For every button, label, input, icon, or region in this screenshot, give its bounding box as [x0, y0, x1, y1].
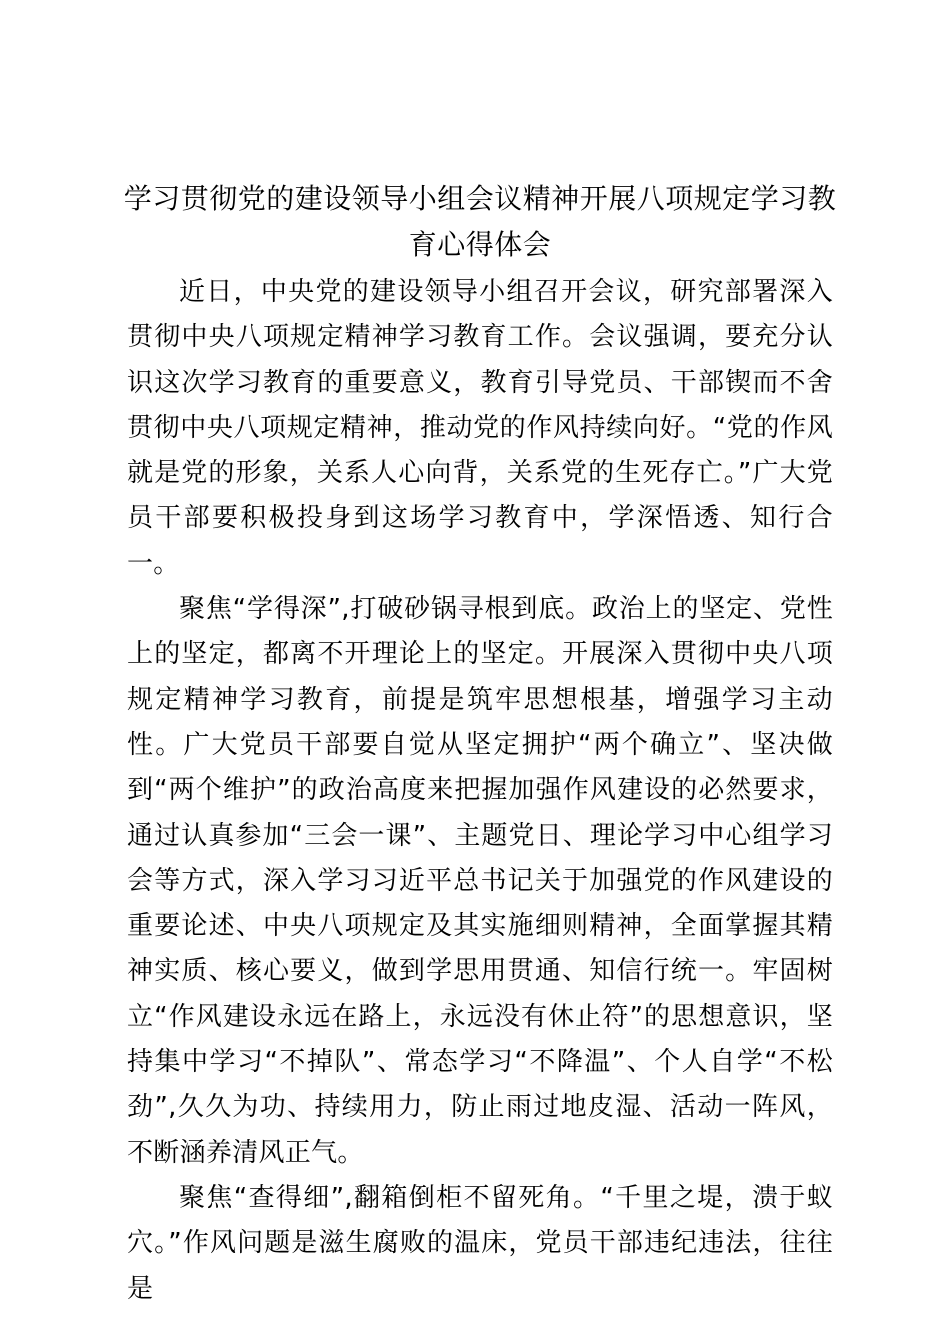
paragraph-study-deep: 聚焦“学得深”,打破砂锅寻根到底。政治上的坚定、党性上的坚定，都离不开理论上的坚定。开展深入贯彻中央八项规定精神学习教育，前提是筑牢思想根基，增强学习主动性。广大党员干部要自觉从坚定拥护“两个确立”、坚决做到“两个维护”的政治高度来把握加强作风建设的必然要求，通过认真参加“三会一课”、主题党日、理论学习中心组学习会等方式，深入学习习近平总书记关于加强党的作风建设的重要论述、中央八项规定及其实施细则精神，全面掌握其精神实质、核心要义，做到学思用贯通、知信行统一。牢固树立“作风建设永远在路上，永远没有休止符”的思想意识，坚持集中学习“不掉队”、常态学习“不降温”、个人自学“不松劲”,久久为功、持续用力，防止雨过地皮湿、活动一阵风，不断涵养清风正气。 [127, 594, 833, 1168]
document-title: 学习贯彻党的建设领导小组会议精神开展八项规定学习教育心得体会 [123, 182, 837, 261]
paragraph-intro: 近日，中央党的建设领导小组召开会议，研究部署深入贯彻中央八项规定精神学习教育工作。会议强调，要充分认识这次学习教育的重要意义，教育引导党员、干部锲而不舍贯彻中央八项规定精神，推动党的作风持续向好。“党的作风就是党的形象，关系人心向背，关系党的生死存亡。”广大党员干部要积极投身到这场学习教育中，学深悟透、知行合一。 [127, 277, 833, 579]
document-body [127, 270, 833, 1312]
paragraph-check-detail: 聚焦“查得细”,翻箱倒柜不留死角。“千里之堤，溃于蚁穴。”作风问题是滋生腐败的温床，党员干部违纪违法，往往是 [127, 1182, 833, 1304]
